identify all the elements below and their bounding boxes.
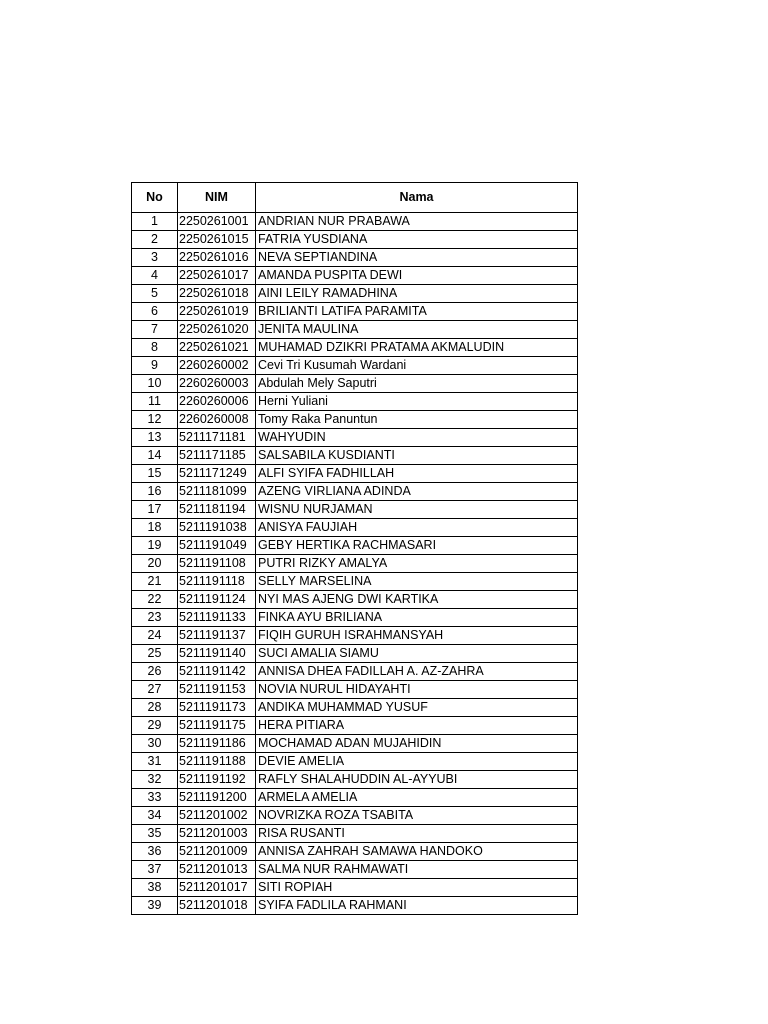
row-nama: ALFI SYIFA FADHILLAH (256, 465, 578, 483)
table-row (132, 447, 578, 465)
table-row (132, 609, 578, 627)
table-row (132, 591, 578, 609)
row-nim: 5211191133 (178, 609, 256, 627)
row-nim: 2250261021 (178, 339, 256, 357)
row-nim: 2250261015 (178, 231, 256, 249)
row-number: 15 (132, 465, 178, 483)
row-nama: SYIFA FADLILA RAHMANI (256, 897, 578, 915)
table-row (132, 843, 578, 861)
table-row (132, 357, 578, 375)
row-nama: Tomy Raka Panuntun (256, 411, 578, 429)
row-number: 36 (132, 843, 178, 861)
row-nama: RISA RUSANTI (256, 825, 578, 843)
row-number: 32 (132, 771, 178, 789)
row-nim: 5211191173 (178, 699, 256, 717)
row-nim: 5211181194 (178, 501, 256, 519)
row-nim: 5211191142 (178, 663, 256, 681)
table-row (132, 375, 578, 393)
row-nim: 5211171249 (178, 465, 256, 483)
row-nama: SALSABILA KUSDIANTI (256, 447, 578, 465)
row-number: 34 (132, 807, 178, 825)
row-number: 27 (132, 681, 178, 699)
row-nama: BRILIANTI LATIFA PARAMITA (256, 303, 578, 321)
row-nama: NOVIA NURUL HIDAYAHTI (256, 681, 578, 699)
row-nim: 5211191192 (178, 771, 256, 789)
row-nama: AINI LEILY RAMADHINA (256, 285, 578, 303)
row-number: 6 (132, 303, 178, 321)
table-body (132, 213, 578, 915)
row-nim: 5211191118 (178, 573, 256, 591)
table-row (132, 249, 578, 267)
row-nim: 5211201017 (178, 879, 256, 897)
row-number: 5 (132, 285, 178, 303)
row-number: 8 (132, 339, 178, 357)
row-nim: 2260260002 (178, 357, 256, 375)
row-number: 38 (132, 879, 178, 897)
row-number: 22 (132, 591, 178, 609)
table-row (132, 231, 578, 249)
row-nim: 5211181099 (178, 483, 256, 501)
row-number: 13 (132, 429, 178, 447)
table-row (132, 879, 578, 897)
row-number: 30 (132, 735, 178, 753)
table-row (132, 771, 578, 789)
row-nama: ANISYA FAUJIAH (256, 519, 578, 537)
header-nama: Nama (256, 183, 578, 213)
row-number: 10 (132, 375, 178, 393)
table-row (132, 663, 578, 681)
row-nama: FIQIH GURUH ISRAHMANSYAH (256, 627, 578, 645)
row-nim: 2250261020 (178, 321, 256, 339)
table-row (132, 213, 578, 231)
row-number: 16 (132, 483, 178, 501)
row-number: 14 (132, 447, 178, 465)
row-nama: ARMELA AMELIA (256, 789, 578, 807)
row-nama: GEBY HERTIKA RACHMASARI (256, 537, 578, 555)
row-number: 33 (132, 789, 178, 807)
table-row (132, 321, 578, 339)
table-row (132, 537, 578, 555)
row-number: 1 (132, 213, 178, 231)
table-row (132, 393, 578, 411)
row-nim: 5211191188 (178, 753, 256, 771)
row-nama: AMANDA PUSPITA DEWI (256, 267, 578, 285)
row-nim: 5211171185 (178, 447, 256, 465)
row-nim: 5211191200 (178, 789, 256, 807)
row-nim: 2250261018 (178, 285, 256, 303)
row-number: 3 (132, 249, 178, 267)
row-nama: ANDRIAN NUR PRABAWA (256, 213, 578, 231)
row-nim: 2250261016 (178, 249, 256, 267)
row-nim: 5211191186 (178, 735, 256, 753)
row-nim: 5211201002 (178, 807, 256, 825)
row-nama: SUCI AMALIA SIAMU (256, 645, 578, 663)
row-nama: DEVIE AMELIA (256, 753, 578, 771)
table-row (132, 501, 578, 519)
row-nama: WAHYUDIN (256, 429, 578, 447)
row-number: 28 (132, 699, 178, 717)
row-nim: 5211191175 (178, 717, 256, 735)
row-number: 19 (132, 537, 178, 555)
row-nama: FATRIA YUSDIANA (256, 231, 578, 249)
row-nama: PUTRI RIZKY AMALYA (256, 555, 578, 573)
table-row (132, 627, 578, 645)
row-number: 31 (132, 753, 178, 771)
row-nama: MUHAMAD DZIKRI PRATAMA AKMALUDIN (256, 339, 578, 357)
row-nama: Cevi Tri Kusumah Wardani (256, 357, 578, 375)
row-nama: HERA PITIARA (256, 717, 578, 735)
row-nama: SALMA NUR RAHMAWATI (256, 861, 578, 879)
table-header (132, 183, 578, 213)
table-row (132, 753, 578, 771)
table-row (132, 267, 578, 285)
table-row (132, 807, 578, 825)
row-number: 20 (132, 555, 178, 573)
table-row (132, 681, 578, 699)
table-row (132, 573, 578, 591)
row-nim: 5211191049 (178, 537, 256, 555)
row-nim: 5211191108 (178, 555, 256, 573)
table-row (132, 645, 578, 663)
table-row (132, 897, 578, 915)
row-nim: 2250261001 (178, 213, 256, 231)
table-row (132, 429, 578, 447)
table-row (132, 735, 578, 753)
row-nim: 5211201013 (178, 861, 256, 879)
row-nim: 5211171181 (178, 429, 256, 447)
row-nama: SELLY MARSELINA (256, 573, 578, 591)
table-row (132, 717, 578, 735)
row-number: 2 (132, 231, 178, 249)
row-nama: FINKA AYU BRILIANA (256, 609, 578, 627)
table-row (132, 699, 578, 717)
row-nim: 2250261017 (178, 267, 256, 285)
row-number: 18 (132, 519, 178, 537)
row-nim: 5211191137 (178, 627, 256, 645)
row-number: 17 (132, 501, 178, 519)
row-nim: 2260260003 (178, 375, 256, 393)
table-row (132, 789, 578, 807)
row-number: 35 (132, 825, 178, 843)
table-row (132, 861, 578, 879)
student-table (131, 182, 578, 915)
row-nama: ANNISA ZAHRAH SAMAWA HANDOKO (256, 843, 578, 861)
row-nim: 5211191140 (178, 645, 256, 663)
row-nama: Abdulah Mely Saputri (256, 375, 578, 393)
row-nim: 5211191153 (178, 681, 256, 699)
row-number: 11 (132, 393, 178, 411)
row-number: 37 (132, 861, 178, 879)
row-nim: 5211201018 (178, 897, 256, 915)
row-nim: 5211201003 (178, 825, 256, 843)
table-row (132, 483, 578, 501)
row-nama: NYI MAS AJENG DWI KARTIKA (256, 591, 578, 609)
row-nama: ANDIKA MUHAMMAD YUSUF (256, 699, 578, 717)
row-number: 24 (132, 627, 178, 645)
row-nama: RAFLY SHALAHUDDIN AL-AYYUBI (256, 771, 578, 789)
table-row (132, 285, 578, 303)
row-number: 39 (132, 897, 178, 915)
row-number: 29 (132, 717, 178, 735)
table-row (132, 555, 578, 573)
row-nim: 5211201009 (178, 843, 256, 861)
row-number: 21 (132, 573, 178, 591)
table-row (132, 303, 578, 321)
row-number: 12 (132, 411, 178, 429)
row-nim: 2250261019 (178, 303, 256, 321)
row-nim: 5211191124 (178, 591, 256, 609)
header-no: No (132, 183, 178, 213)
row-number: 7 (132, 321, 178, 339)
table-row (132, 825, 578, 843)
row-number: 4 (132, 267, 178, 285)
row-nim: 2260260006 (178, 393, 256, 411)
row-nim: 5211191038 (178, 519, 256, 537)
row-number: 23 (132, 609, 178, 627)
row-nama: ANNISA DHEA FADILLAH A. AZ-ZAHRA (256, 663, 578, 681)
table-row (132, 519, 578, 537)
row-number: 9 (132, 357, 178, 375)
row-nama: AZENG VIRLIANA ADINDA (256, 483, 578, 501)
table-row (132, 411, 578, 429)
row-number: 25 (132, 645, 178, 663)
row-nama: JENITA MAULINA (256, 321, 578, 339)
row-nama: NOVRIZKA ROZA TSABITA (256, 807, 578, 825)
row-number: 26 (132, 663, 178, 681)
row-nama: Herni Yuliani (256, 393, 578, 411)
row-nama: NEVA SEPTIANDINA (256, 249, 578, 267)
header-nim: NIM (178, 183, 256, 213)
row-nama: WISNU NURJAMAN (256, 501, 578, 519)
header-row (132, 183, 578, 213)
row-nama: SITI ROPIAH (256, 879, 578, 897)
row-nim: 2260260008 (178, 411, 256, 429)
table-row (132, 465, 578, 483)
row-nama: MOCHAMAD ADAN MUJAHIDIN (256, 735, 578, 753)
table-row (132, 339, 578, 357)
